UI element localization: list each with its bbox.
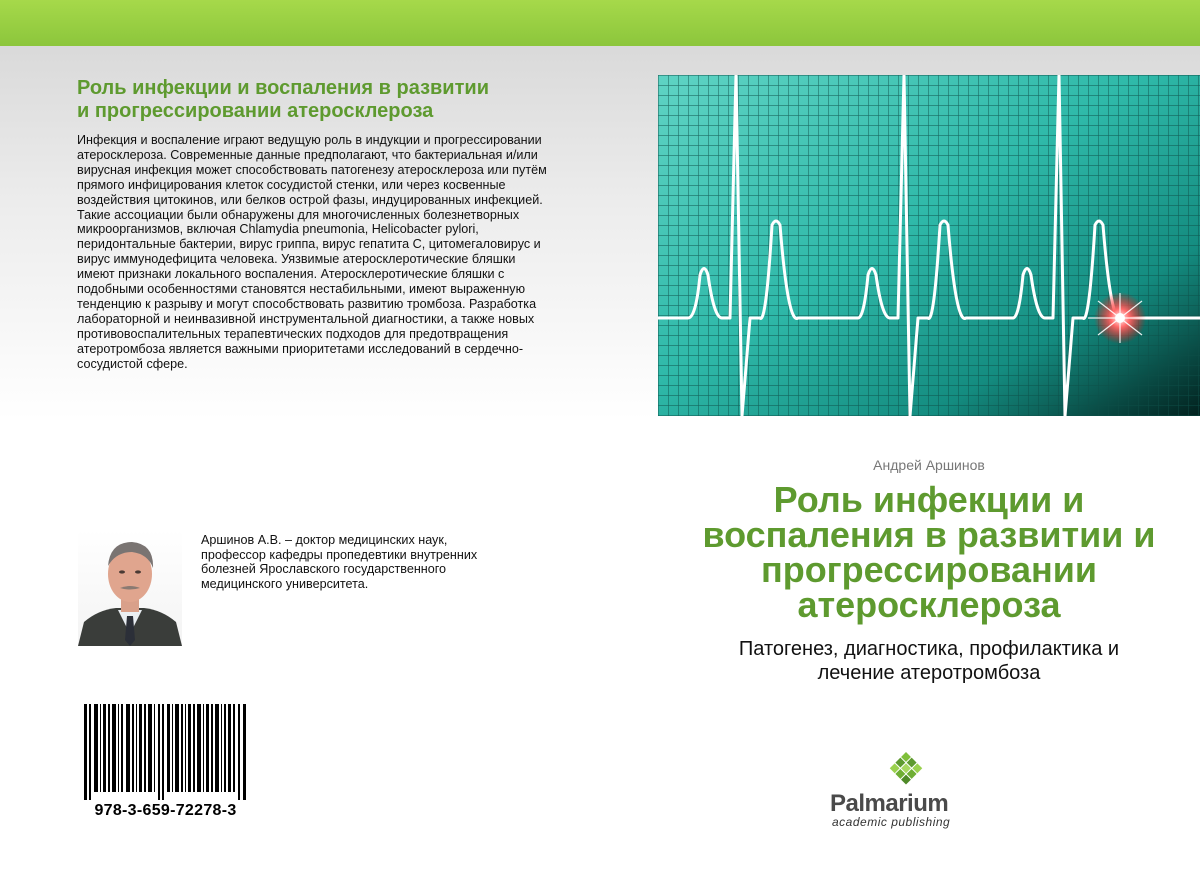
front-author-name: Андрей Аршинов [873,457,985,473]
palmarium-cube-logo [884,748,928,788]
back-cover-title [77,77,597,123]
publisher-name: Palmarium [830,790,949,817]
publisher-tagline: academic publishing [832,815,951,829]
front-subtitle-line-2: лечение атеротромбоза [817,662,1041,684]
publisher-block [830,748,990,832]
front-title-line-2: воспаления в развитии и [702,514,1156,555]
barcode-bars [84,704,247,800]
isbn-barcode [78,698,253,828]
author-portrait-photo [78,530,182,646]
author-portrait-drawing [78,530,182,646]
back-title-line-2: и прогрессировании атеросклероза [77,100,434,122]
back-title-line-1: Роль инфекции и воспаления в развитии [77,77,489,99]
ecg-heartbeat-image [658,75,1200,416]
isbn-number: 978-3-659-72278-3 [94,802,237,819]
front-cover-subtitle [658,637,1200,685]
back-cover-abstract: Инфекция и воспаление играют ведущую роль в индукции и прогрессировании атеросклероза. Современные данные предполагают, что бактериальная и/или вирусная инфекция может способствовать патогенезу атеросклероза или путём прямого инфицирования клеток сосудистой стенки, или через косвенные воздействия цитокинов, или белков острой фазы, индуцированных инфекцией. Такие ассоциации были обнаружены для многочисленных болезнетворных микроорганизмов, включая Chlamydia pneumonia, Helicobacter pylori, перидонтальные бактерии, вирус гриппа, вирус гепатита С, цитомегаловирус и вирус иммунодефицита человека. Уязвимые атеросклеротические бляшки имеют признаки локального воспаления. Атеросклеротические бляшки с подобными особенностями становятся нестабильными, имеют выраженную тенденцию к разрыву и могут способствовать развитию тромбоза. Разработка лабораторной и неинвазивной инструментальной диагностики, а также новых противовоспалительных терапевтических подходов для предотвращения атеротромбоза является важными приоритетами исследований в сердечно-сосудистой сфере. [77,133,547,371]
front-subtitle-line-1: Патогенез, диагностика, профилактика и [738,638,1120,660]
author-bio: Аршинов А.В. – доктор медицинских наук, профессор кафедры пропедевтики внутренних болезней Ярославского государственного медицинского университета. [201,533,478,591]
front-title-line-4: атеросклероза [797,584,1061,625]
front-cover-title [658,479,1200,625]
front-title-line-3: прогрессировании [760,549,1098,590]
front-title-line-1: Роль инфекции и [773,479,1085,520]
top-green-band [0,0,1200,46]
